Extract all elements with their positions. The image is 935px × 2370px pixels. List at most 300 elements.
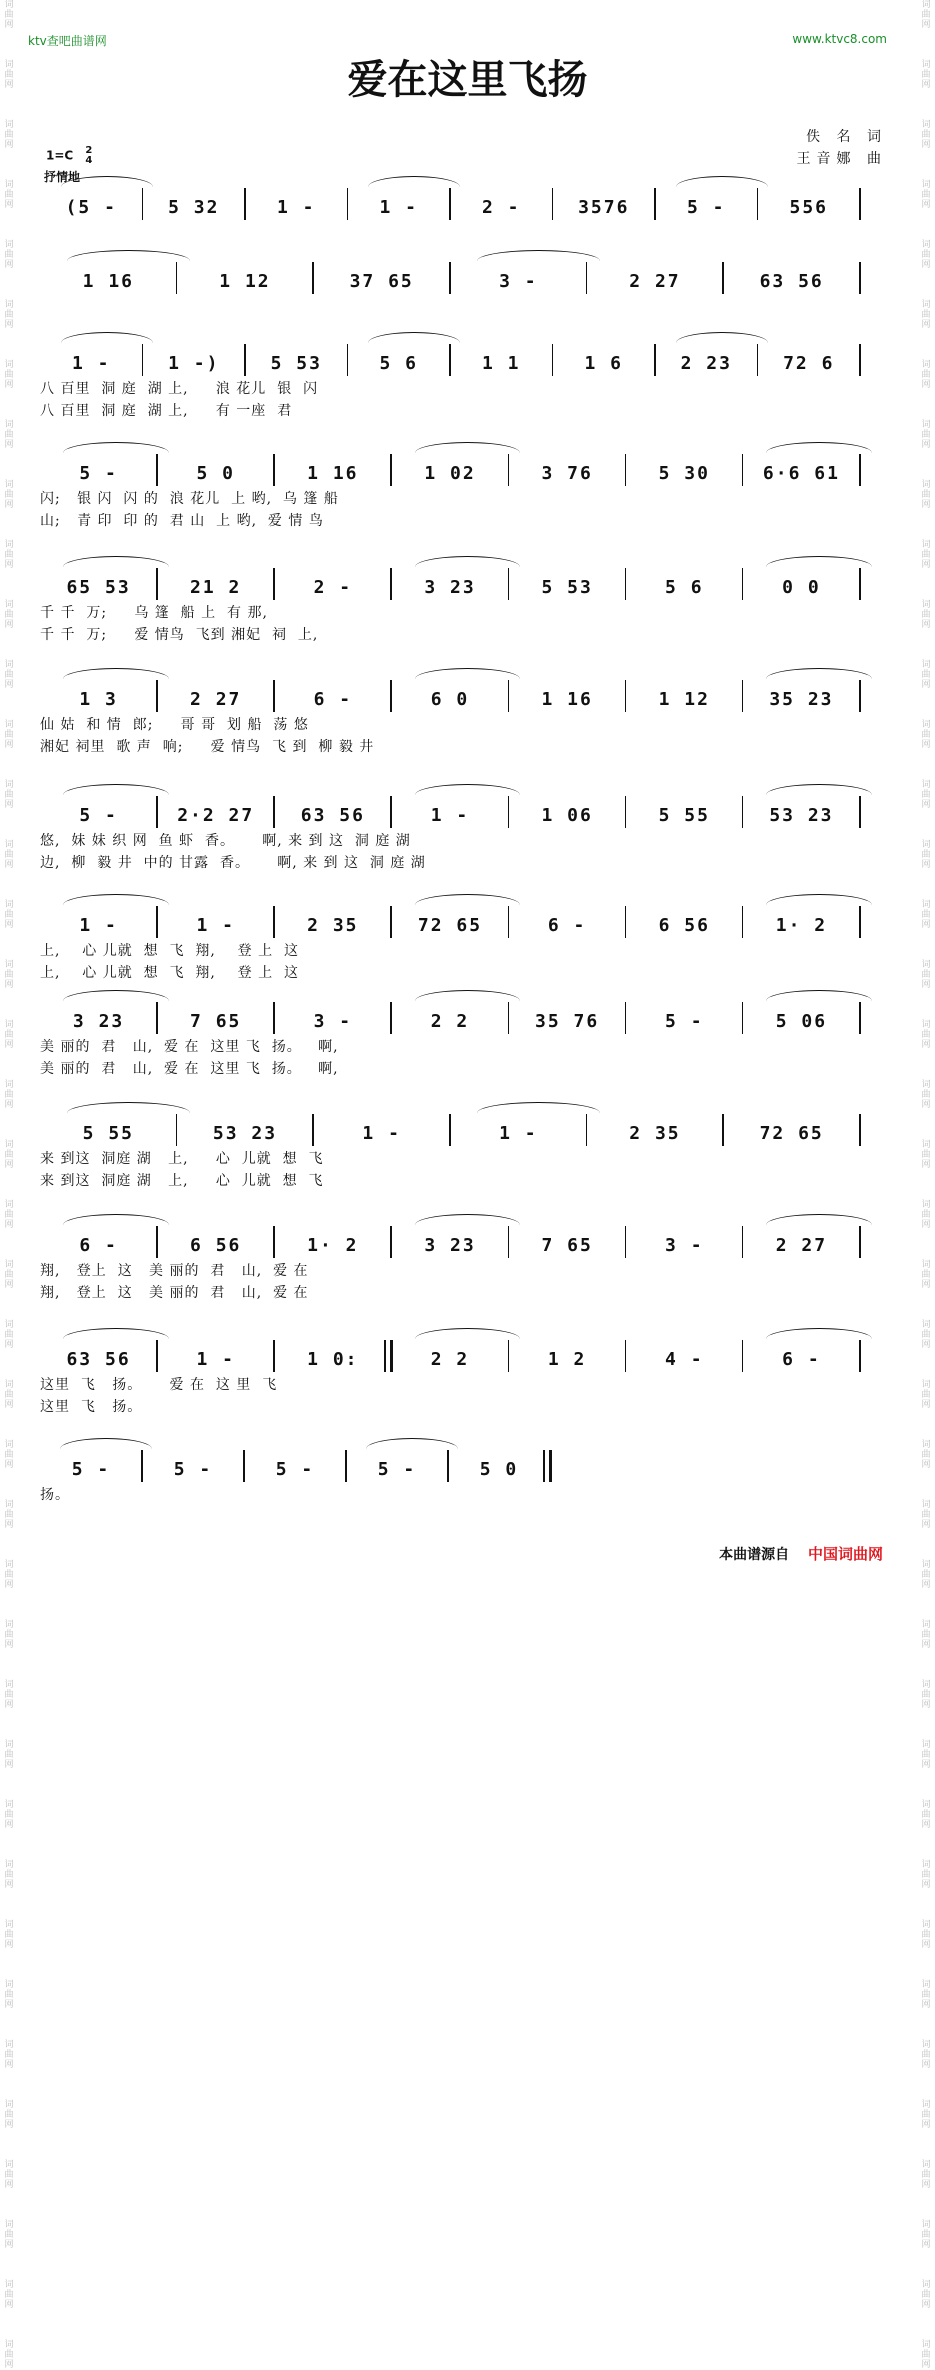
score-system [40,1002,895,1080]
slur [766,1328,871,1339]
measure: 65 53 [66,577,131,598]
measure: 5 55 [82,1123,134,1144]
measure: 5 30 [658,463,710,484]
watermark-text: 词 曲 网 [921,1080,931,1110]
score-system [40,906,895,984]
watermark-text: 词 曲 网 [4,600,14,630]
measure: 63 56 [759,271,824,292]
watermark-text: 词 曲 网 [921,300,931,330]
measure: 2 27 [629,271,681,292]
slur [415,442,520,453]
watermark-text: 词 曲 网 [921,1560,931,1590]
measure: 5 - [275,1459,315,1480]
footer [719,1543,883,1564]
watermark-text: 词 曲 网 [921,1620,931,1650]
watermark-text: 词 曲 网 [4,1260,14,1290]
score-system [40,454,895,532]
barline [859,568,861,600]
lyrics-text: 闪; 银 闪 闪 的 浪 花儿 上 哟, 乌 篷 船 [40,491,339,507]
lyrics-text: 翔, 登上 这 美 丽的 君 山, 爱 在 [40,1285,309,1301]
watermark-text: 词 曲 网 [921,1920,931,1950]
site-url-right[interactable]: www.ktvc8.com [792,32,887,46]
measure: 7 65 [541,1235,593,1256]
score-system [40,568,895,646]
watermark-text: 词 曲 网 [921,1980,931,2010]
measure: 6 56 [190,1235,242,1256]
watermark-text: 词 曲 网 [921,600,931,630]
measure: 1 -) [168,353,220,374]
lyrics-text: 这里 飞 扬。 爱 在 这 里 飞 [40,1377,278,1393]
measure: 1 - [71,353,111,374]
measure: 3 - [313,1011,353,1032]
lyrics-line [40,222,895,244]
score-system [40,262,895,340]
notes-row [40,262,895,296]
lyrics-text: 湘妃 祠里 歌 声 响; 爱 情鸟 飞 到 柳 毅 井 [40,739,375,755]
slur [415,1214,520,1225]
lyrics-line [40,624,895,646]
watermark-text: 词 曲 网 [921,1440,931,1470]
watermark-text: 词 曲 网 [921,2280,931,2310]
watermark-text: 词 曲 网 [921,1320,931,1350]
measure: 2 35 [307,915,359,936]
slur [63,668,168,679]
lyrics-line [40,1374,895,1396]
lyrics-line [40,510,895,532]
measure: 6 - [782,1349,821,1370]
key-label: 1=C [46,148,74,163]
measure: 5 0 [479,1459,519,1480]
notes-row [40,1450,895,1484]
measure: 5 6 [379,353,418,374]
watermark-text: 词 曲 网 [921,840,931,870]
watermark-text: 词 曲 网 [4,1200,14,1230]
slur [368,176,460,187]
watermark-text: 词 曲 网 [4,1980,14,2010]
measure: 1 16 [82,271,134,292]
song-title: 爱在这里飞扬 [347,56,588,103]
lyrics-line [40,736,895,758]
slur [63,442,168,453]
measure: 5 53 [270,353,322,374]
barline [549,1450,552,1482]
notes-row [40,344,895,378]
slur [415,784,520,795]
measure: 0 0 [782,577,821,598]
watermark-text: 词 曲 网 [921,1260,931,1290]
slur [415,556,520,567]
measure: 1 - [379,197,418,218]
watermark-text: 词 曲 网 [921,120,931,150]
score-system [40,1226,895,1304]
measure: 3 - [665,1235,704,1256]
measure: 63 56 [300,805,365,826]
footer-source: 本曲谱源自 [719,1547,790,1563]
score-system [40,344,895,422]
measure: 2 - [313,577,353,598]
watermark-text: 词 曲 网 [921,900,931,930]
watermark-text: 词 曲 网 [4,840,14,870]
measure: 5 0 [196,463,235,484]
lyrics-line [40,830,895,852]
lyrics-line [40,714,895,736]
watermark-text: 词 曲 网 [4,2160,14,2190]
lyrics-text: 扬。 [40,1487,70,1503]
measure: 3 76 [541,463,593,484]
slur [366,1438,458,1449]
barline [859,1226,861,1258]
watermark-text: 词 曲 网 [4,2220,14,2250]
measure: 2 - [481,197,521,218]
measure: 2·2 27 [177,805,255,826]
watermark-text: 词 曲 网 [921,1800,931,1830]
slur [60,1438,152,1449]
watermark-text: 词 曲 网 [921,480,931,510]
barline [859,796,861,828]
notes-row [40,1226,895,1260]
watermark-text: 词 曲 网 [921,1500,931,1530]
watermark-text: 词 曲 网 [4,780,14,810]
measure: 1 1 [481,353,521,374]
watermark-text: 词 曲 网 [4,0,14,30]
slur [63,1214,168,1225]
watermark-text: 词 曲 网 [921,2340,931,2370]
barline [859,1340,861,1372]
measure: 1 12 [658,689,710,710]
watermark-text: 词 曲 网 [4,1140,14,1170]
measure: 21 2 [190,577,242,598]
measure: 37 65 [349,271,414,292]
watermark-text: 词 曲 网 [4,1920,14,1950]
measure: 72 6 [783,353,835,374]
measure: 1 - [362,1123,401,1144]
barline [859,262,861,294]
measure: 2 35 [629,1123,681,1144]
measure: 5 55 [658,805,710,826]
watermark-text: 词 曲 网 [4,1620,14,1650]
watermark-text: 词 曲 网 [4,1320,14,1350]
measure: 63 56 [66,1349,131,1370]
measure: 1 2 [547,1349,587,1370]
lyrics-text: 翔, 登上 这 美 丽的 君 山, 爱 在 [40,1263,309,1279]
measure: 5 - [71,1459,111,1480]
slur [477,1102,600,1113]
key-signature [46,146,92,166]
lyrics-text: 美 丽的 君 山, 爱 在 这里 飞 扬。 啊, [40,1039,339,1055]
slur [676,176,768,187]
measure: 4 - [665,1349,704,1370]
score-system [40,1450,895,1528]
measure: 3 23 [424,577,476,598]
watermark-text: 词 曲 网 [4,240,14,270]
watermark-text: 词 曲 网 [921,240,931,270]
notes-row [40,1114,895,1148]
watermark-text: 词 曲 网 [921,660,931,690]
slur [415,668,520,679]
lyrics-line [40,378,895,400]
lyrics-line [40,1036,895,1058]
watermark-text: 词 曲 网 [4,1740,14,1770]
measure: 6 56 [658,915,710,936]
meter-top: 2 [85,145,93,156]
watermark-text: 词 曲 网 [4,180,14,210]
measure: 1 - [430,805,470,826]
measure: (5 - [65,197,117,218]
measure: 556 [789,197,828,218]
watermark-text: 词 曲 网 [4,1860,14,1890]
lyrics-text: 上, 心 儿就 想 飞 翔, 登 上 这 [40,965,300,981]
slur [63,784,168,795]
watermark-text: 词 曲 网 [921,2100,931,2130]
measure: 1 - [79,915,118,936]
measure: 5 - [665,1011,704,1032]
slur [63,990,168,1001]
barline [859,906,861,938]
time-signature [85,146,92,166]
watermark-text: 词 曲 网 [921,2220,931,2250]
watermark-text: 词 曲 网 [921,1200,931,1230]
watermark-text: 词 曲 网 [4,660,14,690]
slur [766,990,871,1001]
lyrics-text: 来 到这 洞庭 湖 上, 心 儿就 想 飞 [40,1173,324,1189]
score-system [40,1340,895,1418]
barline [859,1002,861,1034]
lyrics-line [40,940,895,962]
watermark-text: 词 曲 网 [4,60,14,90]
measure: 5 06 [775,1011,828,1032]
measure: 2 2 [430,1349,470,1370]
measure: 5 - [79,463,118,484]
meter-bottom: 4 [85,155,93,166]
lyrics-text: 八 百里 洞 庭 湖 上, 浪 花儿 银 闪 [40,381,319,397]
watermark-text: 词 曲 网 [921,2040,931,2070]
measure: 2 27 [190,689,242,710]
slur [766,442,871,453]
watermark-text: 词 曲 网 [921,960,931,990]
watermark-text: 词 曲 网 [921,1860,931,1890]
measure: 5 53 [541,577,593,598]
watermark-text: 词 曲 网 [921,360,931,390]
measure: 3576 [578,197,630,218]
notes-row [40,1340,895,1374]
score-system [40,680,895,758]
slur [415,990,520,1001]
watermark-text: 词 曲 网 [921,540,931,570]
measure: 3 23 [72,1011,125,1032]
measure: 1 - [196,1349,235,1370]
watermark-text: 词 曲 网 [4,420,14,450]
lyrics-text: 悠, 妹 妹 织 网 鱼 虾 香。 啊, 来 到 这 洞 庭 湖 [40,833,411,849]
measure: 2 27 [775,1235,828,1256]
score-system [40,1114,895,1192]
watermark-text: 词 曲 网 [921,720,931,750]
slur [766,784,871,795]
lyrics-line [40,1506,895,1528]
watermark-text: 词 曲 网 [4,120,14,150]
composer: 王音娜 曲 [796,151,887,167]
lyrics-line [40,1282,895,1304]
measure: 5 - [79,805,118,826]
notes-row [40,906,895,940]
watermark-text: 词 曲 网 [921,1380,931,1410]
measure: 5 - [686,197,726,218]
measure: 6 - [313,689,353,710]
measure: 3 23 [424,1235,476,1256]
lyrics-line [40,1170,895,1192]
lyrics-line [40,1260,895,1282]
notes-row [40,1002,895,1036]
site-name-left[interactable]: ktv查吧曲谱网 [28,34,107,48]
barline [859,1114,861,1146]
measure: 1 6 [584,353,623,374]
lyrics-line [40,400,895,422]
measure: 1 12 [219,271,271,292]
watermark-column-right [917,0,935,2370]
measure: 72 65 [759,1123,824,1144]
lyrics-text: 山; 青 印 印 的 君 山 上 哟, 爱 情 鸟 [40,513,324,529]
watermark-text: 词 曲 网 [921,1740,931,1770]
measure: 1 16 [541,689,593,710]
measure: 6 0 [430,689,470,710]
watermark-text: 词 曲 网 [921,60,931,90]
watermark-text: 词 曲 网 [4,300,14,330]
lyrics-line [40,1058,895,1080]
watermark-text: 词 曲 网 [921,2160,931,2190]
measure: 6 - [547,915,587,936]
notes-row [40,680,895,714]
measure: 6 - [79,1235,118,1256]
lyrics-text: 仙 姑 和 情 郎; 哥 哥 划 船 荡 悠 [40,717,309,733]
watermark-text: 词 曲 网 [4,1560,14,1590]
watermark-text: 词 曲 网 [4,1680,14,1710]
barline [859,344,861,376]
slur [766,668,871,679]
watermark-text: 词 曲 网 [4,480,14,510]
slur [415,1328,520,1339]
barline [859,680,861,712]
watermark-text: 词 曲 网 [4,1800,14,1830]
lyrics-line [40,488,895,510]
measure: 2 23 [680,353,732,374]
lyrics-text: 上, 心 儿就 想 飞 翔, 登 上 这 [40,943,300,959]
notes-row [40,796,895,830]
watermark-text: 词 曲 网 [4,2340,14,2370]
lyrics-text: 这里 飞 扬。 [40,1399,143,1415]
barline [859,188,861,220]
measure: 35 23 [769,689,834,710]
watermark-text: 词 曲 网 [4,2100,14,2130]
lyrics-text: 八 百里 洞 庭 湖 上, 有 一座 君 [40,403,293,419]
lyrics-line [40,852,895,874]
lyrics-text: 美 丽的 君 山, 爱 在 这里 飞 扬。 啊, [40,1061,339,1077]
lyrics-text: 千 千 万; 爱 情鸟 飞到 湘妃 祠 上, [40,627,319,643]
watermark-text: 词 曲 网 [921,1020,931,1050]
measure: 7 65 [190,1011,242,1032]
footer-brand[interactable]: 中国词曲网 [807,1545,883,1563]
lyrics-text: 来 到这 洞庭 湖 上, 心 儿就 想 飞 [40,1151,324,1167]
measure: 1 02 [424,463,476,484]
measure: 1 - [196,915,235,936]
measure: 2 2 [430,1011,470,1032]
watermark-text: 词 曲 网 [921,780,931,810]
measure: 1 06 [541,805,593,826]
tempo-marking: 抒情地 [44,170,81,184]
measure: 1 - [499,1123,538,1144]
measure: 3 - [499,271,538,292]
score-system [40,796,895,874]
slur [63,556,168,567]
slur [766,894,871,905]
lyrics-line [40,296,895,318]
watermark-text: 词 曲 网 [921,180,931,210]
lyrics-text: 边, 柳 毅 井 中的 甘露 香。 啊, 来 到 这 洞 庭 湖 [40,855,426,871]
measure: 53 23 [212,1123,278,1144]
lyrics-line [40,602,895,624]
measure: 53 23 [769,805,834,826]
watermark-column-left [0,0,18,2370]
slur [63,1328,168,1339]
lyrics-line [40,1484,895,1506]
notes-row [40,568,895,602]
measure: 5 6 [665,577,704,598]
slur [67,1102,190,1113]
slur [766,556,871,567]
watermark-text: 词 曲 网 [4,1020,14,1050]
watermark-text: 词 曲 网 [4,900,14,930]
measure: 6·6 61 [762,463,840,484]
lyrics-line [40,1148,895,1170]
watermark-text: 词 曲 网 [921,1680,931,1710]
slur [766,1214,871,1225]
watermark-text: 词 曲 网 [4,540,14,570]
measure: 1 - [276,197,316,218]
measure: 1· 2 [307,1235,359,1256]
notes-row [40,188,895,222]
lyrics-text: 千 千 万; 乌 篷 船 上 有 那, [40,605,268,621]
lyricist: 佚 名 词 [806,129,887,145]
measure: 5 - [173,1459,213,1480]
watermark-text: 词 曲 网 [4,1380,14,1410]
measure: 35 76 [535,1011,600,1032]
lyrics-line [40,1396,895,1418]
slur [415,894,520,905]
watermark-text: 词 曲 网 [921,0,931,30]
watermark-text: 词 曲 网 [4,2280,14,2310]
measure: 1 16 [307,463,359,484]
measure: 1 3 [79,689,118,710]
measure: 1 0: [307,1349,359,1370]
watermark-text: 词 曲 网 [4,1080,14,1110]
watermark-text: 词 曲 网 [4,1440,14,1470]
slur [63,894,168,905]
measure: 5 - [377,1459,417,1480]
lyrics-line [40,318,895,340]
measure: 5 32 [168,197,220,218]
notes-row [40,454,895,488]
watermark-text: 词 曲 网 [4,360,14,390]
watermark-text: 词 曲 网 [4,960,14,990]
measure: 1· 2 [775,915,828,936]
watermark-text: 词 曲 网 [4,1500,14,1530]
watermark-text: 词 曲 网 [4,720,14,750]
watermark-text: 词 曲 网 [4,2040,14,2070]
watermark-text: 词 曲 网 [921,420,931,450]
credits [797,126,887,170]
lyrics-line [40,962,895,984]
measure: 72 65 [417,915,483,936]
barline [859,454,861,486]
watermark-text: 词 曲 网 [921,1140,931,1170]
